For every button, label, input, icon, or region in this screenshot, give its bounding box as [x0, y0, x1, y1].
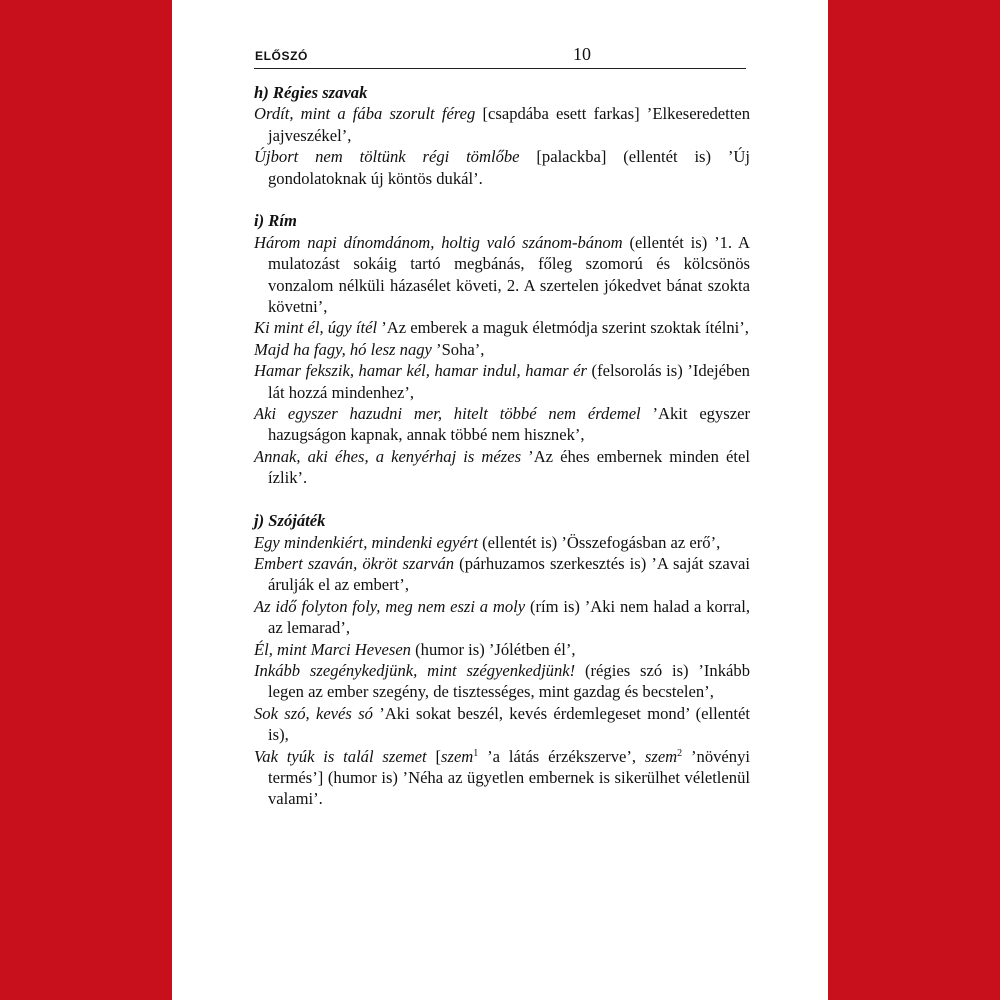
proverb-text: szem [644, 746, 678, 766]
proverb-text: szem [441, 746, 474, 766]
explanation-text: ’Az éhes embernek minden étel ízlik’. [268, 446, 751, 488]
page-content [254, 82, 750, 810]
proverb-text: Sok szó, kevés só [254, 703, 373, 723]
explanation-text: (párhuzamos szerkesztés is) ’A saját szavai árulják el az embert’, [268, 553, 750, 595]
superscript-index: 2 [677, 747, 683, 759]
explanation-text: (régies szó is) ’Inkább legen az ember szegény, de tisztességes, mint gazdag és becstelen’, [268, 660, 750, 702]
proverb-entry [254, 596, 750, 639]
proverb-text: Majd ha fagy, hó lesz nagy [254, 339, 432, 359]
explanation-text: ’Az emberek a maguk életmódja szerint szoktak ítélni’, [377, 318, 749, 338]
page-number: 10 [573, 44, 591, 64]
running-header [254, 44, 746, 69]
proverb-entry [254, 317, 750, 338]
proverb-entry [254, 232, 750, 318]
book-page [172, 0, 828, 1000]
explanation-text: (humor is) ’Jólétben él’, [410, 639, 576, 659]
explanation-text: ’Soha’, [431, 339, 485, 359]
explanation-text: (ellentét is) ’1. A mulatozást sokáig tartó megbánás, főleg szomorú és kölcsönös vonzalom nélküli házasélet követi, 2. A szertelen jókedvet bánat szokta követni’, [268, 232, 750, 317]
proverb-entry [254, 553, 750, 596]
explanation-text: ’a látás érzékszerve’, [478, 746, 645, 766]
proverb-text: Az idő folyton foly, meg nem eszi a moly [254, 596, 526, 616]
proverb-entry [254, 746, 750, 810]
explanation-text: [ [426, 746, 442, 766]
explanation-text: (ellentét is) ’Összefogásban az erő’, [477, 532, 721, 552]
section [254, 210, 750, 488]
section-title: i) Rím [254, 211, 297, 231]
proverb-entry [254, 703, 750, 746]
section-title: h) Régies szavak [254, 83, 368, 102]
explanation-text: ’növényi termés’] (humor is) ’Néha az ügyetlen embernek is sikerülhet véletlenül valami’. [268, 746, 750, 809]
explanation-text: [csapdába esett farkas] ’Elkeseredetten jajveszékel’, [268, 104, 750, 145]
proverb-text: Vak tyúk is talál szemet [254, 746, 427, 766]
proverb-text: Ordít, mint a fába szorult féreg [254, 104, 476, 124]
proverb-text: Egy mindenkiért, mindenki egyért [254, 532, 478, 552]
section [254, 82, 750, 189]
explanation-text: ’Aki sokat beszél, kevés érdemlegeset mond’ (ellentét is), [268, 703, 750, 745]
proverb-entry [254, 146, 750, 189]
proverb-entry [254, 339, 750, 360]
proverb-text: Hamar fekszik, hamar kél, hamar indul, hamar ér [254, 361, 587, 381]
proverb-text: Inkább szegénykedjünk, mint szégyenkedjünk! [254, 660, 576, 680]
proverb-entry [254, 360, 750, 403]
proverb-entry [254, 639, 750, 660]
proverb-text: Aki egyszer hazudni mer, hitelt többé nem érdemel [254, 404, 641, 424]
proverb-text: Él, mint Marci Hevesen [254, 639, 411, 659]
explanation-text: [palackba] (ellentét is) ’Új gondolatoknak új köntös dukál’. [268, 147, 750, 188]
explanation-text: (felsorolás is) ’Idejében lát hozzá mindenhez’, [268, 361, 750, 402]
proverb-entry [254, 103, 750, 146]
proverb-entry [254, 403, 750, 446]
explanation-text: ’Akit egyszer hazugságon kapnak, annak többé nem hisznek’, [268, 404, 750, 445]
proverb-text: Embert szaván, ökröt szarván [254, 553, 455, 573]
explanation-text: (rím is) ’Aki nem halad a korral, az lemarad’, [268, 596, 750, 638]
superscript-index: 1 [473, 747, 479, 759]
proverb-text: Újbort nem töltünk régi tömlőbe [254, 147, 520, 167]
chapter-label: ELŐSZÓ [255, 49, 308, 63]
section-title: j) Szójáték [254, 511, 326, 531]
proverb-text: Annak, aki éhes, a kenyérhaj is mézes [254, 446, 522, 466]
section [254, 510, 750, 810]
proverb-entry [254, 446, 750, 489]
proverb-entry [254, 660, 750, 703]
proverb-entry [254, 532, 750, 553]
proverb-text: Ki mint él, úgy ítél [254, 318, 378, 338]
proverb-text: Három napi dínomdánom, holtig való szánom-bánom [254, 232, 623, 252]
